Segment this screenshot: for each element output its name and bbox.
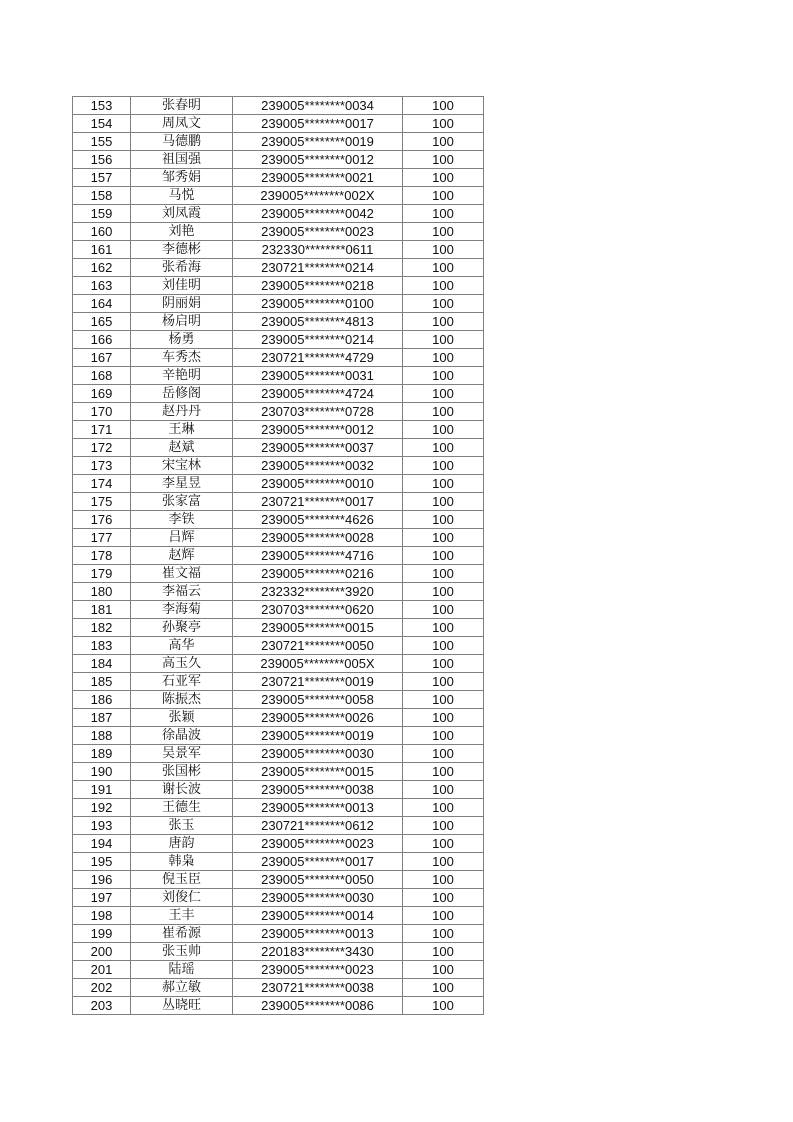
id-number-cell: 230721********0050 bbox=[233, 637, 403, 655]
name-cell: 邹秀娟 bbox=[131, 169, 233, 187]
id-number-cell: 239005********0010 bbox=[233, 475, 403, 493]
name-cell: 张玉帅 bbox=[131, 943, 233, 961]
id-number-cell: 239005********0013 bbox=[233, 925, 403, 943]
score-cell: 100 bbox=[403, 853, 484, 871]
table-row bbox=[73, 961, 484, 979]
name-cell: 谢长波 bbox=[131, 781, 233, 799]
table-row bbox=[73, 511, 484, 529]
table-row bbox=[73, 907, 484, 925]
score-cell: 100 bbox=[403, 259, 484, 277]
table-row bbox=[73, 943, 484, 961]
row-number-cell: 200 bbox=[73, 943, 131, 961]
score-cell: 100 bbox=[403, 169, 484, 187]
score-cell: 100 bbox=[403, 493, 484, 511]
name-cell: 刘凤霞 bbox=[131, 205, 233, 223]
score-cell: 100 bbox=[403, 763, 484, 781]
score-cell: 100 bbox=[403, 835, 484, 853]
id-number-cell: 230721********0017 bbox=[233, 493, 403, 511]
row-number-cell: 196 bbox=[73, 871, 131, 889]
row-number-cell: 162 bbox=[73, 259, 131, 277]
score-cell: 100 bbox=[403, 637, 484, 655]
id-number-cell: 239005********4724 bbox=[233, 385, 403, 403]
name-cell: 张颖 bbox=[131, 709, 233, 727]
id-number-cell: 239005********0030 bbox=[233, 889, 403, 907]
table-row bbox=[73, 457, 484, 475]
table-row bbox=[73, 241, 484, 259]
name-cell: 阴丽娟 bbox=[131, 295, 233, 313]
row-number-cell: 171 bbox=[73, 421, 131, 439]
row-number-cell: 181 bbox=[73, 601, 131, 619]
table-row bbox=[73, 763, 484, 781]
id-number-cell: 239005********4626 bbox=[233, 511, 403, 529]
id-number-cell: 239005********005X bbox=[233, 655, 403, 673]
name-cell: 赵丹丹 bbox=[131, 403, 233, 421]
row-number-cell: 203 bbox=[73, 997, 131, 1015]
row-number-cell: 172 bbox=[73, 439, 131, 457]
row-number-cell: 180 bbox=[73, 583, 131, 601]
score-cell: 100 bbox=[403, 907, 484, 925]
score-cell: 100 bbox=[403, 673, 484, 691]
id-number-cell: 239005********0021 bbox=[233, 169, 403, 187]
score-cell: 100 bbox=[403, 349, 484, 367]
row-number-cell: 154 bbox=[73, 115, 131, 133]
table-row bbox=[73, 295, 484, 313]
row-number-cell: 201 bbox=[73, 961, 131, 979]
row-number-cell: 156 bbox=[73, 151, 131, 169]
row-number-cell: 175 bbox=[73, 493, 131, 511]
id-number-cell: 239005********0216 bbox=[233, 565, 403, 583]
id-number-cell: 230721********0612 bbox=[233, 817, 403, 835]
table-row bbox=[73, 889, 484, 907]
table-row bbox=[73, 583, 484, 601]
row-number-cell: 187 bbox=[73, 709, 131, 727]
table-row bbox=[73, 385, 484, 403]
row-number-cell: 176 bbox=[73, 511, 131, 529]
row-number-cell: 166 bbox=[73, 331, 131, 349]
name-cell: 李海菊 bbox=[131, 601, 233, 619]
table-row bbox=[73, 475, 484, 493]
table-row bbox=[73, 853, 484, 871]
table-row bbox=[73, 673, 484, 691]
row-number-cell: 170 bbox=[73, 403, 131, 421]
roster-table bbox=[72, 96, 484, 1015]
id-number-cell: 239005********0034 bbox=[233, 97, 403, 115]
name-cell: 周凤文 bbox=[131, 115, 233, 133]
id-number-cell: 239005********0023 bbox=[233, 223, 403, 241]
row-number-cell: 177 bbox=[73, 529, 131, 547]
row-number-cell: 191 bbox=[73, 781, 131, 799]
score-cell: 100 bbox=[403, 241, 484, 259]
table-row bbox=[73, 727, 484, 745]
name-cell: 李星昱 bbox=[131, 475, 233, 493]
id-number-cell: 230721********0214 bbox=[233, 259, 403, 277]
score-cell: 100 bbox=[403, 367, 484, 385]
row-number-cell: 164 bbox=[73, 295, 131, 313]
score-cell: 100 bbox=[403, 187, 484, 205]
id-number-cell: 239005********0012 bbox=[233, 151, 403, 169]
id-number-cell: 239005********0031 bbox=[233, 367, 403, 385]
name-cell: 刘俊仁 bbox=[131, 889, 233, 907]
id-number-cell: 239005********4813 bbox=[233, 313, 403, 331]
row-number-cell: 153 bbox=[73, 97, 131, 115]
row-number-cell: 190 bbox=[73, 763, 131, 781]
name-cell: 李铁 bbox=[131, 511, 233, 529]
score-cell: 100 bbox=[403, 655, 484, 673]
table-row bbox=[73, 745, 484, 763]
name-cell: 陈振杰 bbox=[131, 691, 233, 709]
score-cell: 100 bbox=[403, 799, 484, 817]
table-row bbox=[73, 799, 484, 817]
name-cell: 杨启明 bbox=[131, 313, 233, 331]
id-number-cell: 230721********0019 bbox=[233, 673, 403, 691]
id-number-cell: 239005********0038 bbox=[233, 781, 403, 799]
name-cell: 郝立敏 bbox=[131, 979, 233, 997]
name-cell: 韩枭 bbox=[131, 853, 233, 871]
score-cell: 100 bbox=[403, 403, 484, 421]
table-row bbox=[73, 331, 484, 349]
id-number-cell: 239005********0214 bbox=[233, 331, 403, 349]
table-row bbox=[73, 691, 484, 709]
table-row bbox=[73, 313, 484, 331]
score-cell: 100 bbox=[403, 601, 484, 619]
id-number-cell: 239005********0019 bbox=[233, 133, 403, 151]
name-cell: 祖国强 bbox=[131, 151, 233, 169]
row-number-cell: 167 bbox=[73, 349, 131, 367]
score-cell: 100 bbox=[403, 691, 484, 709]
table-row bbox=[73, 493, 484, 511]
name-cell: 马悦 bbox=[131, 187, 233, 205]
name-cell: 车秀杰 bbox=[131, 349, 233, 367]
row-number-cell: 189 bbox=[73, 745, 131, 763]
score-cell: 100 bbox=[403, 727, 484, 745]
name-cell: 徐晶波 bbox=[131, 727, 233, 745]
row-number-cell: 173 bbox=[73, 457, 131, 475]
id-number-cell: 239005********0017 bbox=[233, 853, 403, 871]
row-number-cell: 193 bbox=[73, 817, 131, 835]
name-cell: 赵斌 bbox=[131, 439, 233, 457]
row-number-cell: 182 bbox=[73, 619, 131, 637]
id-number-cell: 239005********0023 bbox=[233, 835, 403, 853]
score-cell: 100 bbox=[403, 709, 484, 727]
name-cell: 高华 bbox=[131, 637, 233, 655]
row-number-cell: 155 bbox=[73, 133, 131, 151]
table-row bbox=[73, 871, 484, 889]
row-number-cell: 158 bbox=[73, 187, 131, 205]
id-number-cell: 239005********0013 bbox=[233, 799, 403, 817]
score-cell: 100 bbox=[403, 979, 484, 997]
row-number-cell: 194 bbox=[73, 835, 131, 853]
name-cell: 宋宝林 bbox=[131, 457, 233, 475]
name-cell: 岳修阁 bbox=[131, 385, 233, 403]
row-number-cell: 163 bbox=[73, 277, 131, 295]
name-cell: 陆瑶 bbox=[131, 961, 233, 979]
table-row bbox=[73, 205, 484, 223]
row-number-cell: 160 bbox=[73, 223, 131, 241]
score-cell: 100 bbox=[403, 313, 484, 331]
table-row bbox=[73, 835, 484, 853]
score-cell: 100 bbox=[403, 943, 484, 961]
score-cell: 100 bbox=[403, 295, 484, 313]
name-cell: 崔文福 bbox=[131, 565, 233, 583]
score-cell: 100 bbox=[403, 961, 484, 979]
id-number-cell: 239005********0037 bbox=[233, 439, 403, 457]
id-number-cell: 239005********0015 bbox=[233, 763, 403, 781]
row-number-cell: 185 bbox=[73, 673, 131, 691]
table-row bbox=[73, 655, 484, 673]
id-number-cell: 239005********0026 bbox=[233, 709, 403, 727]
table-row bbox=[73, 925, 484, 943]
id-number-cell: 230721********0038 bbox=[233, 979, 403, 997]
table-row bbox=[73, 565, 484, 583]
row-number-cell: 169 bbox=[73, 385, 131, 403]
table-row bbox=[73, 349, 484, 367]
score-cell: 100 bbox=[403, 529, 484, 547]
row-number-cell: 174 bbox=[73, 475, 131, 493]
name-cell: 丛晓旺 bbox=[131, 997, 233, 1015]
name-cell: 石亚军 bbox=[131, 673, 233, 691]
id-number-cell: 239005********0042 bbox=[233, 205, 403, 223]
row-number-cell: 198 bbox=[73, 907, 131, 925]
name-cell: 高玉久 bbox=[131, 655, 233, 673]
name-cell: 崔希源 bbox=[131, 925, 233, 943]
id-number-cell: 239005********0028 bbox=[233, 529, 403, 547]
score-cell: 100 bbox=[403, 817, 484, 835]
score-cell: 100 bbox=[403, 871, 484, 889]
score-cell: 100 bbox=[403, 331, 484, 349]
table-row bbox=[73, 133, 484, 151]
row-number-cell: 195 bbox=[73, 853, 131, 871]
row-number-cell: 192 bbox=[73, 799, 131, 817]
score-cell: 100 bbox=[403, 583, 484, 601]
table-row bbox=[73, 259, 484, 277]
id-number-cell: 239005********0100 bbox=[233, 295, 403, 313]
score-cell: 100 bbox=[403, 457, 484, 475]
name-cell: 张家富 bbox=[131, 493, 233, 511]
name-cell: 倪玉臣 bbox=[131, 871, 233, 889]
table-row bbox=[73, 997, 484, 1015]
score-cell: 100 bbox=[403, 223, 484, 241]
score-cell: 100 bbox=[403, 205, 484, 223]
score-cell: 100 bbox=[403, 745, 484, 763]
id-number-cell: 239005********002X bbox=[233, 187, 403, 205]
name-cell: 李福云 bbox=[131, 583, 233, 601]
table-row bbox=[73, 223, 484, 241]
row-number-cell: 165 bbox=[73, 313, 131, 331]
name-cell: 王德生 bbox=[131, 799, 233, 817]
name-cell: 杨勇 bbox=[131, 331, 233, 349]
roster-table-body bbox=[73, 97, 484, 1015]
table-row bbox=[73, 979, 484, 997]
id-number-cell: 239005********0017 bbox=[233, 115, 403, 133]
row-number-cell: 178 bbox=[73, 547, 131, 565]
row-number-cell: 183 bbox=[73, 637, 131, 655]
score-cell: 100 bbox=[403, 511, 484, 529]
score-cell: 100 bbox=[403, 385, 484, 403]
name-cell: 吕辉 bbox=[131, 529, 233, 547]
row-number-cell: 186 bbox=[73, 691, 131, 709]
score-cell: 100 bbox=[403, 565, 484, 583]
table-row bbox=[73, 367, 484, 385]
id-number-cell: 239005********4716 bbox=[233, 547, 403, 565]
id-number-cell: 239005********0019 bbox=[233, 727, 403, 745]
score-cell: 100 bbox=[403, 97, 484, 115]
id-number-cell: 232330********0611 bbox=[233, 241, 403, 259]
name-cell: 唐韵 bbox=[131, 835, 233, 853]
id-number-cell: 230703********0620 bbox=[233, 601, 403, 619]
table-row bbox=[73, 781, 484, 799]
table-row bbox=[73, 115, 484, 133]
score-cell: 100 bbox=[403, 997, 484, 1015]
table-row bbox=[73, 709, 484, 727]
table-row bbox=[73, 529, 484, 547]
row-number-cell: 202 bbox=[73, 979, 131, 997]
table-row bbox=[73, 439, 484, 457]
table-row bbox=[73, 421, 484, 439]
row-number-cell: 184 bbox=[73, 655, 131, 673]
row-number-cell: 168 bbox=[73, 367, 131, 385]
row-number-cell: 188 bbox=[73, 727, 131, 745]
score-cell: 100 bbox=[403, 151, 484, 169]
name-cell: 王丰 bbox=[131, 907, 233, 925]
id-number-cell: 239005********0014 bbox=[233, 907, 403, 925]
id-number-cell: 239005********0012 bbox=[233, 421, 403, 439]
id-number-cell: 239005********0032 bbox=[233, 457, 403, 475]
id-number-cell: 239005********0015 bbox=[233, 619, 403, 637]
id-number-cell: 230721********4729 bbox=[233, 349, 403, 367]
id-number-cell: 239005********0030 bbox=[233, 745, 403, 763]
id-number-cell: 239005********0086 bbox=[233, 997, 403, 1015]
row-number-cell: 159 bbox=[73, 205, 131, 223]
table-row bbox=[73, 547, 484, 565]
table-row bbox=[73, 169, 484, 187]
name-cell: 赵辉 bbox=[131, 547, 233, 565]
score-cell: 100 bbox=[403, 115, 484, 133]
score-cell: 100 bbox=[403, 421, 484, 439]
table-row bbox=[73, 619, 484, 637]
score-cell: 100 bbox=[403, 547, 484, 565]
score-cell: 100 bbox=[403, 619, 484, 637]
id-number-cell: 239005********0050 bbox=[233, 871, 403, 889]
table-row bbox=[73, 151, 484, 169]
name-cell: 孙聚亭 bbox=[131, 619, 233, 637]
name-cell: 刘佳明 bbox=[131, 277, 233, 295]
row-number-cell: 157 bbox=[73, 169, 131, 187]
score-cell: 100 bbox=[403, 277, 484, 295]
name-cell: 张希海 bbox=[131, 259, 233, 277]
id-number-cell: 239005********0058 bbox=[233, 691, 403, 709]
name-cell: 张玉 bbox=[131, 817, 233, 835]
table-row bbox=[73, 97, 484, 115]
name-cell: 王琳 bbox=[131, 421, 233, 439]
name-cell: 辛艳明 bbox=[131, 367, 233, 385]
id-number-cell: 230703********0728 bbox=[233, 403, 403, 421]
name-cell: 张国彬 bbox=[131, 763, 233, 781]
name-cell: 李德彬 bbox=[131, 241, 233, 259]
row-number-cell: 161 bbox=[73, 241, 131, 259]
table-row bbox=[73, 277, 484, 295]
score-cell: 100 bbox=[403, 439, 484, 457]
name-cell: 刘艳 bbox=[131, 223, 233, 241]
row-number-cell: 179 bbox=[73, 565, 131, 583]
name-cell: 马德鹏 bbox=[131, 133, 233, 151]
table-row bbox=[73, 187, 484, 205]
name-cell: 吴景军 bbox=[131, 745, 233, 763]
score-cell: 100 bbox=[403, 475, 484, 493]
name-cell: 张春明 bbox=[131, 97, 233, 115]
table-row bbox=[73, 601, 484, 619]
table-row bbox=[73, 637, 484, 655]
score-cell: 100 bbox=[403, 781, 484, 799]
id-number-cell: 232332********3920 bbox=[233, 583, 403, 601]
id-number-cell: 239005********0023 bbox=[233, 961, 403, 979]
table-row bbox=[73, 817, 484, 835]
table-row bbox=[73, 403, 484, 421]
row-number-cell: 199 bbox=[73, 925, 131, 943]
id-number-cell: 239005********0218 bbox=[233, 277, 403, 295]
row-number-cell: 197 bbox=[73, 889, 131, 907]
score-cell: 100 bbox=[403, 889, 484, 907]
score-cell: 100 bbox=[403, 133, 484, 151]
id-number-cell: 220183********3430 bbox=[233, 943, 403, 961]
score-cell: 100 bbox=[403, 925, 484, 943]
